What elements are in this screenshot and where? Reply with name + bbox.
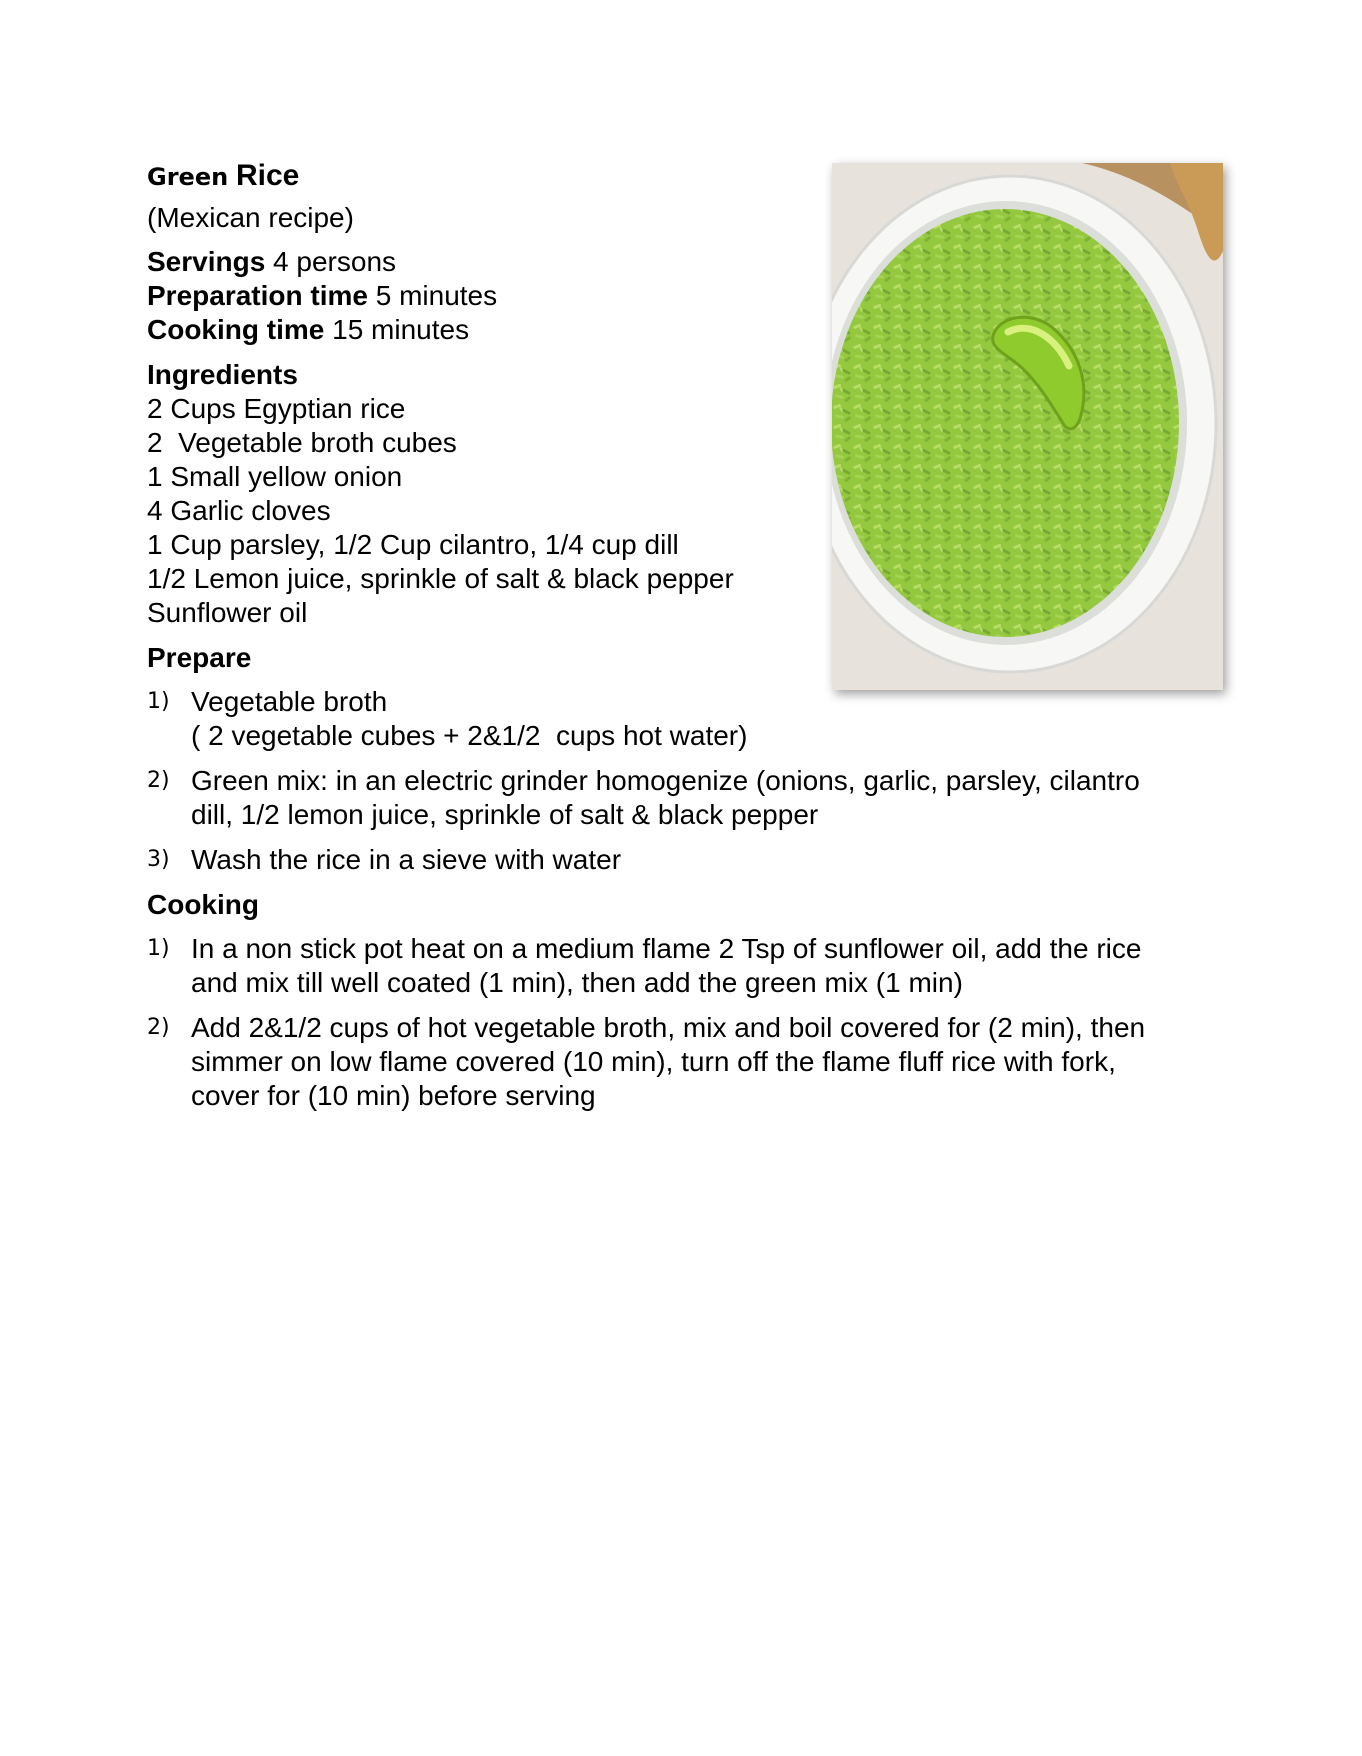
cooking-heading: Cooking: [147, 889, 259, 920]
ingredient-item: 1/2 Lemon juice, sprinkle of salt & black pepper: [147, 563, 734, 594]
preparation-time-value: 5 minutes: [367, 280, 498, 311]
step-number: 1): [147, 936, 170, 961]
title-word-rice: Rice: [235, 159, 300, 192]
cooking-step: [147, 932, 1207, 1000]
cooking-time-value: 15 minutes: [324, 314, 470, 345]
prepare-step: [147, 764, 1207, 832]
step-text: In a non stick pot heat on a medium flame 2 Tsp of sunflower oil, add the rice and mix till well coated (1 min), then add the green mix (1 min): [191, 933, 1142, 998]
ingredient-item: 2 Cups Egyptian rice: [147, 393, 406, 424]
green-rice-photo-svg: [832, 163, 1223, 690]
step-number: 1): [147, 689, 170, 714]
green-rice-photo: [832, 163, 1223, 690]
green-rice: [832, 209, 1179, 637]
step-text: Green mix: in an electric grinder homogenize (onions, garlic, parsley, cilantro dill, 1/2 lemon juice, sprinkle of salt & black pepper: [191, 765, 1140, 830]
ingredients-heading: Ingredients: [147, 359, 298, 390]
cooking-time-label: Cooking time: [147, 314, 325, 345]
ingredient-item: 1 Small yellow onion: [147, 461, 403, 492]
ingredient-item: 1 Cup parsley, 1/2 Cup cilantro, 1/4 cup dill: [147, 529, 679, 560]
step-text: Vegetable broth ( 2 vegetable cubes + 2&1/2 cups hot water): [191, 686, 748, 751]
step-number: 2): [147, 1015, 170, 1040]
ingredient-item: 2 Vegetable broth cubes: [147, 427, 457, 458]
servings-value: 4 persons: [265, 246, 397, 277]
cooking-step: [147, 1011, 1207, 1113]
step-number: 2): [147, 768, 170, 793]
step-text: Add 2&1/2 cups of hot vegetable broth, mix and boil covered for (2 min), then simmer on low flame covered (10 min), turn off the flame fluff rice with fork, cover for (10 min) before serving: [191, 1012, 1146, 1111]
cooking-steps: [147, 932, 1207, 1113]
ingredient-item: 4 Garlic cloves: [147, 495, 331, 526]
ingredient-item: Sunflower oil: [147, 597, 308, 628]
step-text: Wash the rice in a sieve with water: [191, 844, 622, 875]
prepare-step: [147, 685, 1207, 753]
step-number: 3): [147, 847, 170, 872]
servings-label: Servings: [147, 246, 266, 277]
preparation-time-label: Preparation time: [147, 280, 368, 311]
prepare-steps: [147, 685, 1207, 877]
recipe-subtitle: (Mexican recipe): [147, 202, 354, 233]
prepare-heading: Prepare: [147, 642, 252, 673]
prepare-step: [147, 843, 1207, 877]
title-word-green: Green: [147, 163, 229, 191]
